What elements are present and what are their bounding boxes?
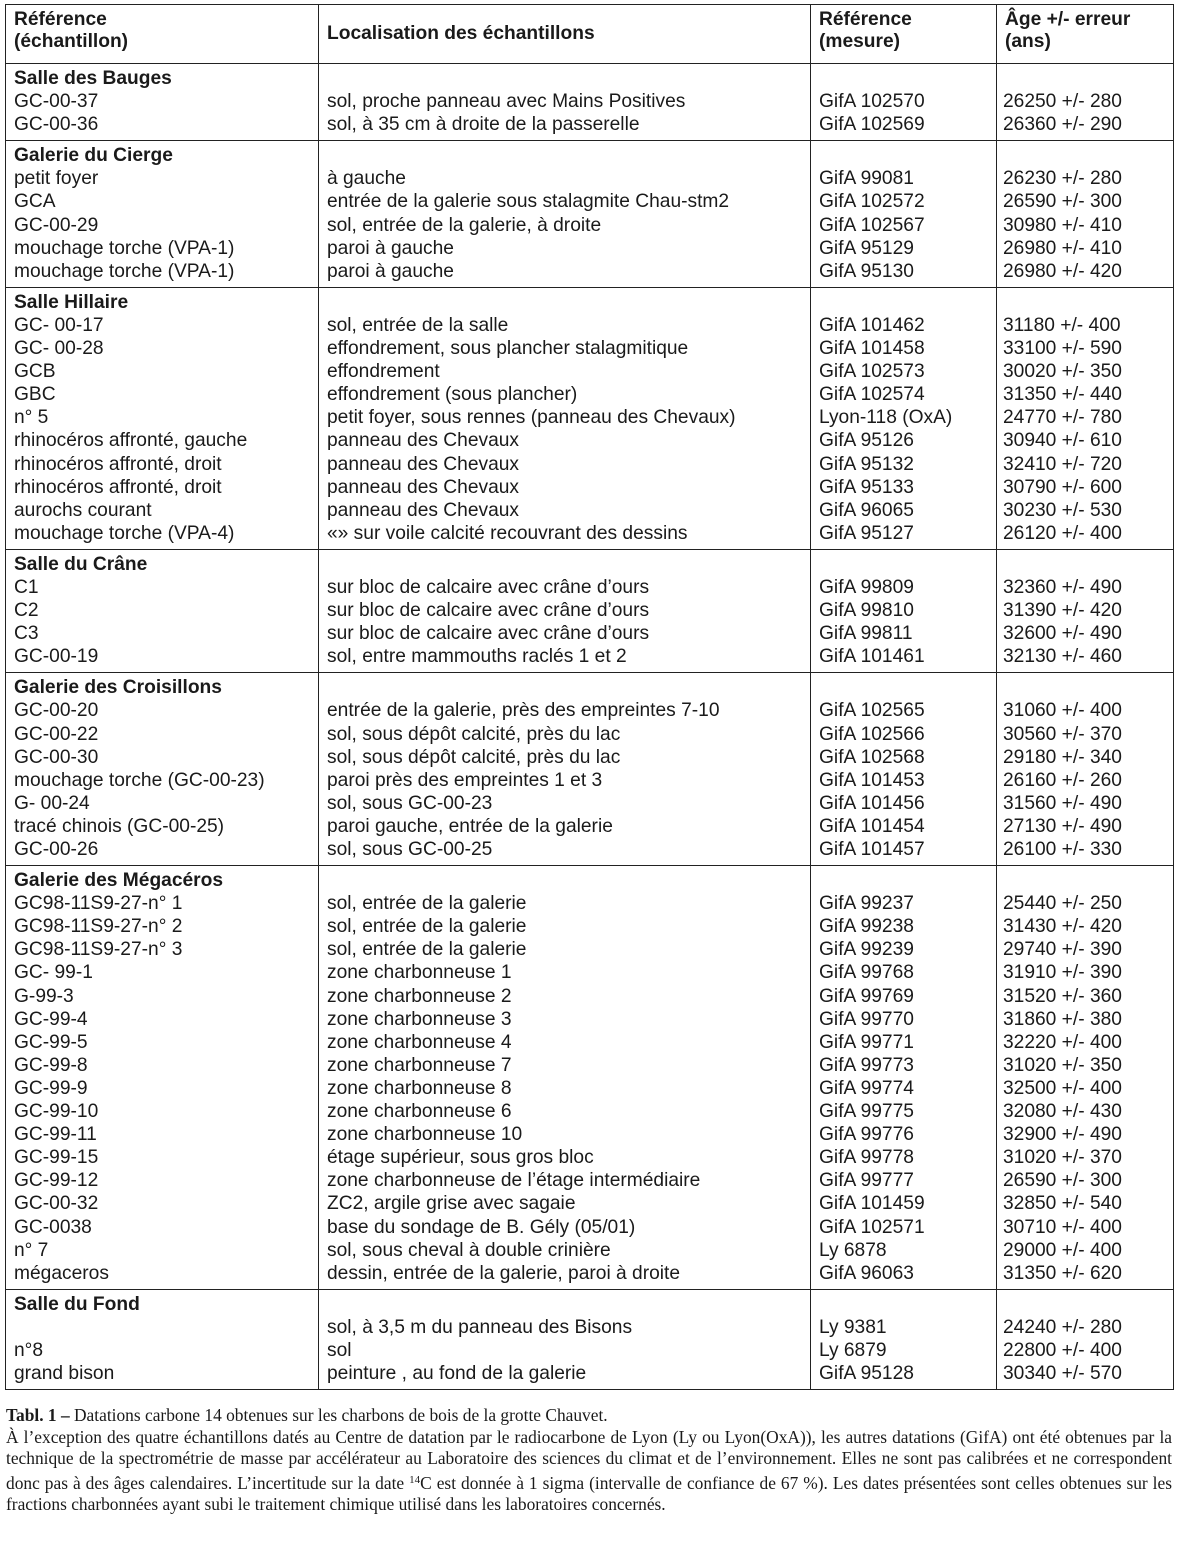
sample-ref-cell: GC-00-32 [6, 1192, 319, 1215]
sample-ref-cell: GCB [6, 360, 319, 383]
table-row [6, 699, 1174, 722]
measure-ref-cell: GifA 95126 [811, 429, 997, 452]
table-row [6, 429, 1174, 452]
table-row [6, 314, 1174, 337]
sample-ref-cell: GC-00-22 [6, 723, 319, 746]
sample-ref-cell [6, 1316, 319, 1339]
sample-ref-cell: C2 [6, 599, 319, 622]
sample-ref-cell: GC-99-15 [6, 1146, 319, 1169]
section-empty-cell [997, 64, 1174, 91]
sample-ref-cell: grand bison [6, 1362, 319, 1390]
age-cell: 30710 +/- 400 [997, 1216, 1174, 1239]
measure-ref-cell: GifA 101461 [811, 645, 997, 673]
age-cell: 31560 +/- 490 [997, 792, 1174, 815]
location-cell: étage supérieur, sous gros bloc [319, 1146, 811, 1169]
section-empty-cell [811, 549, 997, 576]
age-cell: 26980 +/- 410 [997, 237, 1174, 260]
age-cell: 29180 +/- 340 [997, 746, 1174, 769]
location-cell: panneau des Chevaux [319, 476, 811, 499]
measure-ref-cell: GifA 102574 [811, 383, 997, 406]
age-cell: 30980 +/- 410 [997, 214, 1174, 237]
location-cell: sol [319, 1339, 811, 1362]
location-cell: zone charbonneuse 10 [319, 1123, 811, 1146]
section-header-row [6, 866, 1174, 893]
measure-ref-cell: GifA 99768 [811, 961, 997, 984]
header-row [6, 5, 1174, 64]
table-row [6, 113, 1174, 141]
measure-ref-cell: GifA 101454 [811, 815, 997, 838]
measure-ref-cell: GifA 99809 [811, 576, 997, 599]
section-empty-cell [811, 287, 997, 314]
measure-ref-cell: GifA 95130 [811, 260, 997, 288]
measure-ref-cell: GifA 95129 [811, 237, 997, 260]
sample-ref-cell: mouchage torche (VPA-4) [6, 522, 319, 550]
location-cell: sol, à 3,5 m du panneau des Bisons [319, 1316, 811, 1339]
table-row [6, 599, 1174, 622]
section-header-row [6, 1289, 1174, 1316]
age-cell: 24770 +/- 780 [997, 406, 1174, 429]
section-empty-cell [997, 287, 1174, 314]
section-empty-cell [319, 141, 811, 168]
section-title: Galerie du Cierge [6, 141, 319, 168]
sample-ref-cell: GC-99-9 [6, 1077, 319, 1100]
sample-ref-cell: GC-99-8 [6, 1054, 319, 1077]
location-cell: sol, entre mammouths raclés 1 et 2 [319, 645, 811, 673]
section-title: Salle du Crâne [6, 549, 319, 576]
section-empty-cell [319, 673, 811, 700]
age-cell: 32220 +/- 400 [997, 1031, 1174, 1054]
section-empty-cell [997, 141, 1174, 168]
sample-ref-cell: GC-99-4 [6, 1008, 319, 1031]
table-row [6, 815, 1174, 838]
age-cell: 29000 +/- 400 [997, 1239, 1174, 1262]
header-age-error [997, 5, 1174, 64]
section-empty-cell [319, 549, 811, 576]
location-cell: sol, sous GC-00-23 [319, 792, 811, 815]
location-cell: effondrement [319, 360, 811, 383]
sample-ref-cell: C3 [6, 622, 319, 645]
table-row [6, 746, 1174, 769]
section-title: Galerie des Mégacéros [6, 866, 319, 893]
measure-ref-cell: GifA 101457 [811, 838, 997, 866]
sample-ref-cell: GC-00-37 [6, 90, 319, 113]
sample-ref-cell: mouchage torche (GC-00-23) [6, 769, 319, 792]
age-cell: 32130 +/- 460 [997, 645, 1174, 673]
location-cell: sol, entrée de la galerie, à droite [319, 214, 811, 237]
sample-ref-cell: rhinocéros affronté, droit [6, 476, 319, 499]
sample-ref-cell: GC-99-11 [6, 1123, 319, 1146]
age-cell: 32850 +/- 540 [997, 1192, 1174, 1215]
section-header-row [6, 141, 1174, 168]
age-cell: 32410 +/- 720 [997, 453, 1174, 476]
measure-ref-cell: GifA 99237 [811, 892, 997, 915]
table-row [6, 622, 1174, 645]
sample-ref-cell: GC- 00-17 [6, 314, 319, 337]
location-cell: paroi à gauche [319, 260, 811, 288]
section-empty-cell [319, 287, 811, 314]
location-cell: sur bloc de calcaire avec crâne d’ours [319, 599, 811, 622]
section-empty-cell [811, 866, 997, 893]
header-line: (échantillon) [14, 31, 129, 52]
measure-ref-cell: GifA 102566 [811, 723, 997, 746]
measure-ref-cell: GifA 95127 [811, 522, 997, 550]
sample-ref-cell: mégaceros [6, 1262, 319, 1290]
location-cell: «» sur voile calcité recouvrant des dessins [319, 522, 811, 550]
location-cell: sol, sous cheval à double crinière [319, 1239, 811, 1262]
location-cell: sol, entrée de la galerie [319, 915, 811, 938]
location-cell: effondrement, sous plancher stalagmitique [319, 337, 811, 360]
sample-ref-cell: rhinocéros affronté, gauche [6, 429, 319, 452]
sample-ref-cell: GC98-11S9-27-n° 2 [6, 915, 319, 938]
header-measure-reference [811, 5, 997, 64]
table-row [6, 522, 1174, 550]
measure-ref-cell: Ly 6878 [811, 1239, 997, 1262]
table-row [6, 915, 1174, 938]
section-empty-cell [997, 1289, 1174, 1316]
section-empty-cell [319, 1289, 811, 1316]
measure-ref-cell: GifA 102570 [811, 90, 997, 113]
age-cell: 32500 +/- 400 [997, 1077, 1174, 1100]
table-row [6, 360, 1174, 383]
location-cell: zone charbonneuse 4 [319, 1031, 811, 1054]
location-cell: base du sondage de B. Gély (05/01) [319, 1216, 811, 1239]
table-row [6, 1169, 1174, 1192]
location-cell: sur bloc de calcaire avec crâne d’ours [319, 622, 811, 645]
section-empty-cell [997, 673, 1174, 700]
table-row [6, 190, 1174, 213]
location-cell: effondrement (sous plancher) [319, 383, 811, 406]
table-row [6, 769, 1174, 792]
age-cell: 26590 +/- 300 [997, 1169, 1174, 1192]
sample-ref-cell: GC-99-5 [6, 1031, 319, 1054]
table-row [6, 723, 1174, 746]
age-cell: 31180 +/- 400 [997, 314, 1174, 337]
age-cell: 26980 +/- 420 [997, 260, 1174, 288]
location-cell: panneau des Chevaux [319, 499, 811, 522]
sample-ref-cell: n°8 [6, 1339, 319, 1362]
measure-ref-cell: Ly 6879 [811, 1339, 997, 1362]
age-cell: 26120 +/- 400 [997, 522, 1174, 550]
measure-ref-cell: GifA 99775 [811, 1100, 997, 1123]
section-empty-cell [811, 64, 997, 91]
header-line: Référence [819, 9, 912, 30]
sample-ref-cell: GC-00-20 [6, 699, 319, 722]
radiocarbon-dates-table [5, 4, 1174, 1390]
measure-ref-cell: GifA 95132 [811, 453, 997, 476]
location-cell: zone charbonneuse 7 [319, 1054, 811, 1077]
table-row [6, 90, 1174, 113]
measure-ref-cell: GifA 99238 [811, 915, 997, 938]
location-cell: peinture , au fond de la galerie [319, 1362, 811, 1390]
section-header-row [6, 287, 1174, 314]
caption-superscript: 14 [409, 1473, 421, 1486]
age-cell: 31910 +/- 390 [997, 961, 1174, 984]
measure-ref-cell: Ly 9381 [811, 1316, 997, 1339]
sample-ref-cell: n° 5 [6, 406, 319, 429]
measure-ref-cell: GifA 102573 [811, 360, 997, 383]
location-cell: panneau des Chevaux [319, 453, 811, 476]
age-cell: 29740 +/- 390 [997, 938, 1174, 961]
measure-ref-cell: GifA 99776 [811, 1123, 997, 1146]
table-row [6, 499, 1174, 522]
age-cell: 32600 +/- 490 [997, 622, 1174, 645]
age-cell: 22800 +/- 400 [997, 1339, 1174, 1362]
age-cell: 33100 +/- 590 [997, 337, 1174, 360]
section-empty-cell [319, 64, 811, 91]
table-row [6, 892, 1174, 915]
measure-ref-cell: GifA 102567 [811, 214, 997, 237]
location-cell: petit foyer, sous rennes (panneau des Chevaux) [319, 406, 811, 429]
age-cell: 30560 +/- 370 [997, 723, 1174, 746]
age-cell: 31350 +/- 440 [997, 383, 1174, 406]
section-title: Galerie des Croisillons [6, 673, 319, 700]
section-header-row [6, 64, 1174, 91]
caption-label: Tabl. 1 – [6, 1405, 70, 1425]
table-row [6, 476, 1174, 499]
header-line: (ans) [1005, 31, 1051, 52]
measure-ref-cell: GifA 101459 [811, 1192, 997, 1215]
age-cell: 32360 +/- 490 [997, 576, 1174, 599]
age-cell: 30940 +/- 610 [997, 429, 1174, 452]
measure-ref-cell: GifA 101453 [811, 769, 997, 792]
age-cell: 26590 +/- 300 [997, 190, 1174, 213]
sample-ref-cell: GC-00-30 [6, 746, 319, 769]
table-caption [6, 1405, 1172, 1516]
measure-ref-cell: GifA 99811 [811, 622, 997, 645]
location-cell: entrée de la galerie sous stalagmite Chau-stm2 [319, 190, 811, 213]
measure-ref-cell: GifA 99770 [811, 1008, 997, 1031]
age-cell: 26160 +/- 260 [997, 769, 1174, 792]
measure-ref-cell: GifA 102565 [811, 699, 997, 722]
header-sample-reference [6, 5, 319, 64]
section-empty-cell [997, 866, 1174, 893]
sample-ref-cell: GCA [6, 190, 319, 213]
table-row [6, 645, 1174, 673]
age-cell: 26360 +/- 290 [997, 113, 1174, 141]
location-cell: paroi gauche, entrée de la galerie [319, 815, 811, 838]
sample-ref-cell: GC-0038 [6, 1216, 319, 1239]
sample-ref-cell: G-99-3 [6, 985, 319, 1008]
header-line: Âge +/- erreur [1005, 9, 1131, 30]
location-cell: zone charbonneuse 2 [319, 985, 811, 1008]
measure-ref-cell: GifA 95133 [811, 476, 997, 499]
header-line: Localisation des échantillons [327, 23, 595, 44]
location-cell: à gauche [319, 167, 811, 190]
measure-ref-cell: GifA 102568 [811, 746, 997, 769]
table-row [6, 1031, 1174, 1054]
sample-ref-cell: rhinocéros affronté, droit [6, 453, 319, 476]
location-cell: panneau des Chevaux [319, 429, 811, 452]
location-cell: sol, sous dépôt calcité, près du lac [319, 746, 811, 769]
age-cell: 26250 +/- 280 [997, 90, 1174, 113]
header-line: Référence [14, 9, 107, 30]
measure-ref-cell: GifA 101462 [811, 314, 997, 337]
table-row [6, 1216, 1174, 1239]
caption-body [6, 1427, 1172, 1516]
location-cell: paroi près des empreintes 1 et 3 [319, 769, 811, 792]
age-cell: 25440 +/- 250 [997, 892, 1174, 915]
table-row [6, 1339, 1174, 1362]
sample-ref-cell: GC-00-26 [6, 838, 319, 866]
table-row [6, 961, 1174, 984]
header-line: (mesure) [819, 31, 901, 52]
sample-ref-cell: GBC [6, 383, 319, 406]
measure-ref-cell: GifA 99778 [811, 1146, 997, 1169]
age-cell: 26100 +/- 330 [997, 838, 1174, 866]
table-row [6, 576, 1174, 599]
sample-ref-cell: mouchage torche (VPA-1) [6, 260, 319, 288]
sample-ref-cell: GC-00-29 [6, 214, 319, 237]
age-cell: 26230 +/- 280 [997, 167, 1174, 190]
table-row [6, 1239, 1174, 1262]
location-cell: dessin, entrée de la galerie, paroi à droite [319, 1262, 811, 1290]
sample-ref-cell: GC- 99-1 [6, 961, 319, 984]
location-cell: sol, entrée de la salle [319, 314, 811, 337]
age-cell: 31520 +/- 360 [997, 985, 1174, 1008]
sample-ref-cell: petit foyer [6, 167, 319, 190]
age-cell: 32900 +/- 490 [997, 1123, 1174, 1146]
location-cell: sol, à 35 cm à droite de la passerelle [319, 113, 811, 141]
age-cell: 30230 +/- 530 [997, 499, 1174, 522]
sample-ref-cell: GC-99-12 [6, 1169, 319, 1192]
age-cell: 31060 +/- 400 [997, 699, 1174, 722]
table-row [6, 167, 1174, 190]
location-cell: entrée de la galerie, près des empreintes 7-10 [319, 699, 811, 722]
location-cell: zone charbonneuse 3 [319, 1008, 811, 1031]
section-empty-cell [811, 141, 997, 168]
measure-ref-cell: GifA 99777 [811, 1169, 997, 1192]
age-cell: 30790 +/- 600 [997, 476, 1174, 499]
section-header-row [6, 673, 1174, 700]
measure-ref-cell: GifA 96063 [811, 1262, 997, 1290]
table-row [6, 1262, 1174, 1290]
table-row [6, 453, 1174, 476]
measure-ref-cell: Lyon-118 (OxA) [811, 406, 997, 429]
section-header-row [6, 549, 1174, 576]
measure-ref-cell: GifA 95128 [811, 1362, 997, 1390]
section-empty-cell [319, 866, 811, 893]
location-cell: sol, entrée de la galerie [319, 892, 811, 915]
measure-ref-cell: GifA 99771 [811, 1031, 997, 1054]
table-row [6, 337, 1174, 360]
table-row [6, 1054, 1174, 1077]
table-row [6, 838, 1174, 866]
age-cell: 30340 +/- 570 [997, 1362, 1174, 1390]
table-row [6, 985, 1174, 1008]
measure-ref-cell: GifA 102572 [811, 190, 997, 213]
table-row [6, 237, 1174, 260]
sample-ref-cell: aurochs courant [6, 499, 319, 522]
table-row [6, 214, 1174, 237]
sample-ref-cell: GC-99-10 [6, 1100, 319, 1123]
sample-ref-cell: n° 7 [6, 1239, 319, 1262]
measure-ref-cell: GifA 101456 [811, 792, 997, 815]
location-cell: sol, proche panneau avec Mains Positives [319, 90, 811, 113]
measure-ref-cell: GifA 99774 [811, 1077, 997, 1100]
location-cell: sol, sous GC-00-25 [319, 838, 811, 866]
table-row [6, 1146, 1174, 1169]
sample-ref-cell: GC- 00-28 [6, 337, 319, 360]
table-row [6, 1100, 1174, 1123]
table-row [6, 1008, 1174, 1031]
caption-title-line [6, 1405, 1172, 1427]
table-row [6, 1316, 1174, 1339]
age-cell: 31430 +/- 420 [997, 915, 1174, 938]
table-row [6, 1123, 1174, 1146]
age-cell: 30020 +/- 350 [997, 360, 1174, 383]
location-cell: zone charbonneuse 1 [319, 961, 811, 984]
measure-ref-cell: GifA 99810 [811, 599, 997, 622]
location-cell: sur bloc de calcaire avec crâne d’ours [319, 576, 811, 599]
sample-ref-cell: tracé chinois (GC-00-25) [6, 815, 319, 838]
section-title: Salle du Fond [6, 1289, 319, 1316]
sample-ref-cell: C1 [6, 576, 319, 599]
section-empty-cell [811, 1289, 997, 1316]
table-row [6, 1362, 1174, 1390]
table-row [6, 383, 1174, 406]
table-body [6, 64, 1174, 1390]
section-empty-cell [811, 673, 997, 700]
sample-ref-cell: GC98-11S9-27-n° 1 [6, 892, 319, 915]
measure-ref-cell: GifA 102569 [811, 113, 997, 141]
caption-title: Datations carbone 14 obtenues sur les charbons de bois de la grotte Chauvet. [74, 1405, 608, 1425]
age-cell: 24240 +/- 280 [997, 1316, 1174, 1339]
table-row [6, 406, 1174, 429]
section-empty-cell [997, 549, 1174, 576]
table-container [5, 4, 1173, 1390]
caption-text: C est donnée à 1 sigma (intervalle de confiance de 67 %). Les dates présentées sont celles obtenues sur les fractions charbonnées ayant subi le traitement chimique utilisé dans les laboratoires concernés. [6, 1472, 1172, 1514]
caption-text: À l’exception des quatre échantillons datés au Centre de datation par le radiocarbone de Lyon (Ly ou Lyon(OxA)), les autres datations (GifA) ont été obtenues par la technique de la spectrométrie de masse par accélérateur au Laboratoire des sciences du climat et de l’environnement. Elles ne sont pas calibrées et ne correspondent donc pas à des âges calendaires. L’incertitude sur la date [6, 1426, 1172, 1493]
age-cell: 31020 +/- 370 [997, 1146, 1174, 1169]
location-cell: sol, sous dépôt calcité, près du lac [319, 723, 811, 746]
sample-ref-cell: GC-00-36 [6, 113, 319, 141]
location-cell: zone charbonneuse 8 [319, 1077, 811, 1100]
location-cell: sol, entrée de la galerie [319, 938, 811, 961]
measure-ref-cell: GifA 96065 [811, 499, 997, 522]
location-cell: paroi à gauche [319, 237, 811, 260]
measure-ref-cell: GifA 101458 [811, 337, 997, 360]
measure-ref-cell: GifA 102571 [811, 1216, 997, 1239]
age-cell: 31390 +/- 420 [997, 599, 1174, 622]
age-cell: 31860 +/- 380 [997, 1008, 1174, 1031]
measure-ref-cell: GifA 99239 [811, 938, 997, 961]
measure-ref-cell: GifA 99081 [811, 167, 997, 190]
age-cell: 31020 +/- 350 [997, 1054, 1174, 1077]
sample-ref-cell: G- 00-24 [6, 792, 319, 815]
table-row [6, 1192, 1174, 1215]
location-cell: ZC2, argile grise avec sagaie [319, 1192, 811, 1215]
age-cell: 31350 +/- 620 [997, 1262, 1174, 1290]
header-location [319, 5, 811, 64]
table-row [6, 938, 1174, 961]
location-cell: zone charbonneuse 6 [319, 1100, 811, 1123]
measure-ref-cell: GifA 99769 [811, 985, 997, 1008]
sample-ref-cell: mouchage torche (VPA-1) [6, 237, 319, 260]
sample-ref-cell: GC-00-19 [6, 645, 319, 673]
section-title: Salle des Bauges [6, 64, 319, 91]
age-cell: 32080 +/- 430 [997, 1100, 1174, 1123]
table-row [6, 792, 1174, 815]
measure-ref-cell: GifA 99773 [811, 1054, 997, 1077]
section-title: Salle Hillaire [6, 287, 319, 314]
table-row [6, 260, 1174, 288]
age-cell: 27130 +/- 490 [997, 815, 1174, 838]
location-cell: zone charbonneuse de l’étage intermédiaire [319, 1169, 811, 1192]
sample-ref-cell: GC98-11S9-27-n° 3 [6, 938, 319, 961]
table-row [6, 1077, 1174, 1100]
